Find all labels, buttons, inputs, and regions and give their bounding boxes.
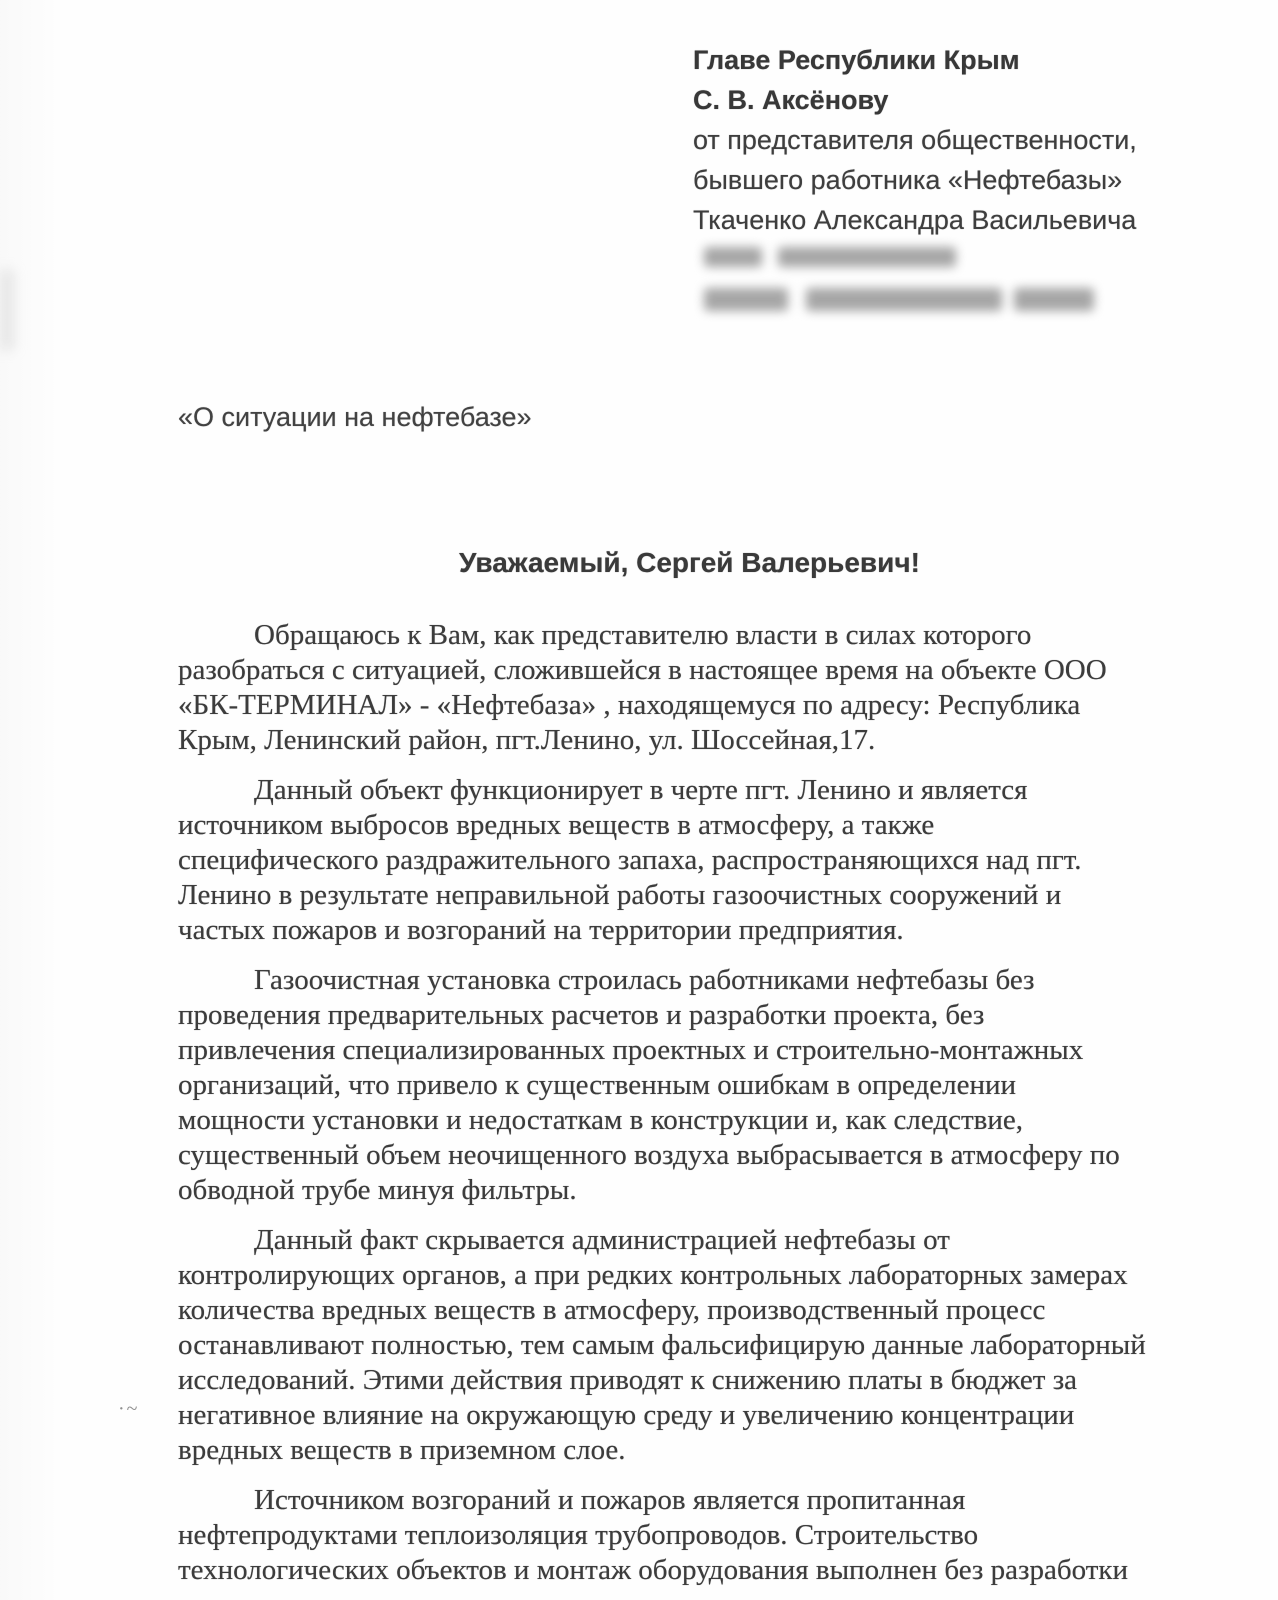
paragraph-line: Данный объект функционирует в черте пгт. Ленино и является (254, 774, 1028, 806)
recipient-line: Ткаченко Александра Васильевича (693, 205, 1137, 235)
paragraph-line: нефтепродуктами теплоизоляция трубопроводов. Строительство (178, 1519, 979, 1551)
paragraph-line: негативное влияние на окружающую среду и увеличению концентрации (178, 1399, 1075, 1431)
paragraph-line: Источником возгораний и пожаров является пропитанная (254, 1484, 966, 1516)
paragraph-line: контролирующих органов, а при редких контрольных лабораторных замерах (178, 1259, 1128, 1291)
paragraph-line: останавливают полностью, тем самым фальсифицирую данные лабораторный (178, 1329, 1146, 1361)
paragraph-line: технологических объектов и монтаж оборудования выполнен без разработки (178, 1554, 1128, 1586)
paragraph (178, 1223, 1178, 1468)
paragraph-line: организаций, что привело к существенным ошибкам в определении (178, 1069, 1016, 1101)
redacted-phone-line (704, 247, 956, 267)
paragraph-line: Газоочистная установка строилась работниками нефтебазы без (254, 964, 1035, 996)
paragraph-line: исследований. Этими действия приводят к снижению платы в бюджет за (178, 1364, 1078, 1396)
redacted-address-line (704, 288, 1094, 311)
recipient-line: Главе Республики Крым (693, 45, 1020, 75)
recipient-line: бывшего работника «Нефтебазы» (693, 165, 1123, 195)
paragraph-line: существенный объем неочищенного воздуха выбрасывается в атмосферу по (178, 1139, 1120, 1171)
salutation: Уважаемый, Сергей Валерьевич! (459, 547, 920, 578)
scan-artifact-mark: ·~ (118, 1398, 140, 1420)
paragraph (178, 618, 1178, 758)
paragraph-line: источником выбросов вредных веществ в атмосферу, а также (178, 809, 935, 841)
paragraph-line: вредных веществ в приземном слое. (178, 1434, 626, 1466)
paragraph-line: частых пожаров и возгораний на территории предприятия. (178, 914, 904, 946)
letter-body (178, 618, 1178, 1600)
paragraph-line: количества вредных веществ в атмосферу, производственный процесс (178, 1294, 1046, 1326)
paragraph-line: обводной трубе минуя фильтры. (178, 1174, 577, 1206)
paragraph-line: мощности установки и недостаткам в конструкции и, как следствие, (178, 1104, 1023, 1136)
paragraph-line: Крым, Ленинский район, пгт.Ленино, ул. Шоссейная,17. (178, 724, 876, 756)
paragraph-line: специфического раздражительного запаха, распространяющихся над пгт. (178, 844, 1082, 876)
paragraph-line: привлечения специализированных проектных и строительно-монтажных (178, 1034, 1084, 1066)
recipient-block (693, 40, 1137, 240)
paragraph (178, 1483, 1178, 1588)
paragraph (178, 773, 1178, 948)
paragraph-line: проведения предварительных расчетов и разработки проекта, без (178, 999, 985, 1031)
recipient-line: С. В. Аксёнову (693, 85, 889, 115)
paragraph (178, 963, 1178, 1208)
scan-edge-wash (0, 0, 60, 1600)
paragraph-line: Обращаюсь к Вам, как представителю власти в силах которого (254, 619, 1032, 651)
subject-line: «О ситуации на нефтебазе» (178, 402, 532, 432)
paragraph-line: Ленино в результате неправильной работы газоочистных сооружений и (178, 879, 1062, 911)
recipient-line: от представителя общественности, (693, 125, 1137, 155)
paragraph-line: «БК-ТЕРМИНАЛ» - «Нефтебаза» , находящемуся по адресу: Республика (178, 689, 1081, 721)
scan-streak-artifact (0, 270, 14, 350)
paragraph-line: Данный факт скрывается администрацией нефтебазы от (254, 1224, 950, 1256)
paragraph-line: разобраться с ситуацией, сложившейся в настоящее время на объекте ООО (178, 654, 1107, 686)
